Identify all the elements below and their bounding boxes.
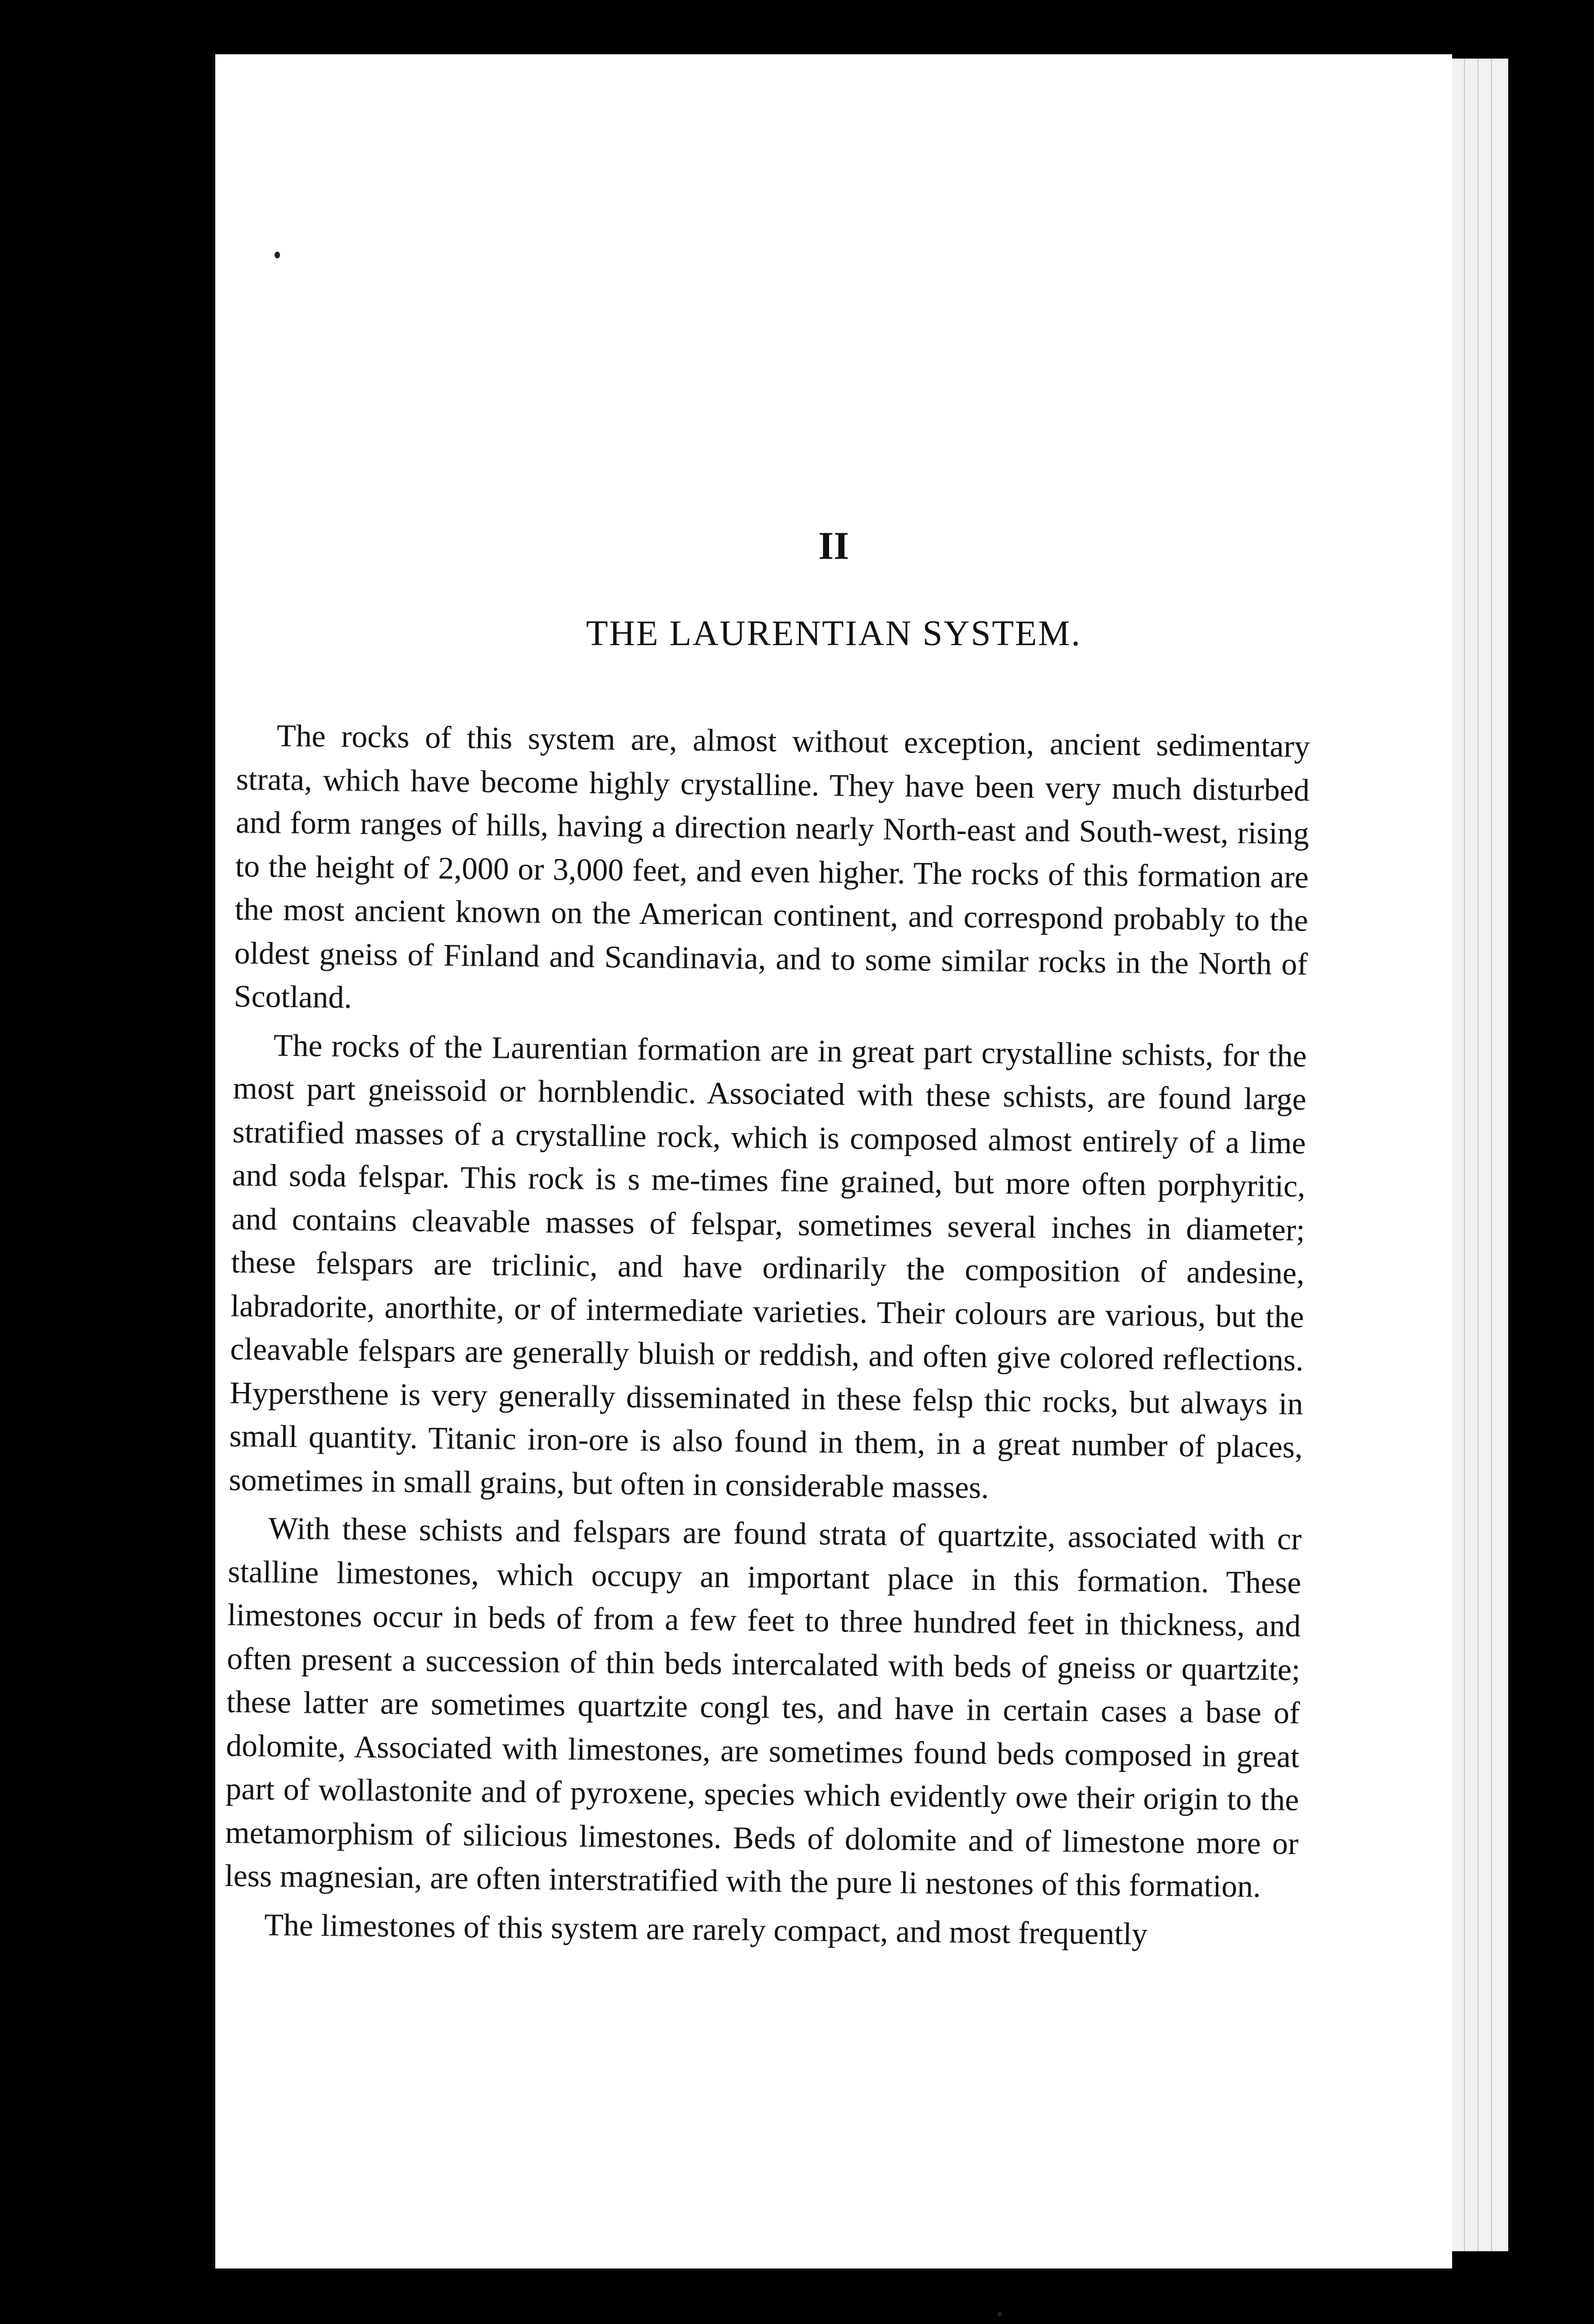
paragraph: The limestones of this system are rarely compact, and most frequently [264,1908,1148,1952]
page-edge-line [1477,59,1479,2251]
ink-speck [997,2312,1002,2317]
scanned-page [213,54,1452,2268]
paragraph: The rocks of the Laurentian formation are in great part crystalline schists, for the most part gneissoid or hornblendic. Associated with these schists, are found large stratified masses of a crystalline rock, which is composed almost entirely of a lime and soda felspar. This rock is s me-times fine grained, but more often porphyritic, and contains cleavable masses of felspar, sometimes several inches in diameter; these felspars are triclinic, and have ordinarily the composition of andesine, labradorite, anorthite, or of intermediate varieties. Their colours are various, but the cleavable felspars are generally bluish or reddish, and often give colored reflections. Hypersthene is very generally disseminated in these felsp thic rocks, but always in small quantity. Titanic iron-ore is also found in them, in a great number of places, sometimes in small grains, but often in considerable masses. [228,1028,1307,1506]
page-edge-line [1464,59,1465,2251]
paragraph: The rocks of this system are, almost without exception, ancient sedimentary strata, which have become highly crystalline. They have been very much disturbed and form ranges of hills, having a direction nearly North-east and South-west, rising to the height of 2,000 or 3,000 feet, and even higher. The rocks of this formation are the most ancient known on the American continent, and correspond probably to the oldest gneiss of Finland and Scandinavia, and to some similar rocks in the North of Scotland. [233,719,1310,1015]
page-edge-line [1491,59,1492,2251]
body-text [224,714,1310,1963]
ink-speck [275,252,280,258]
chapter-number: II [818,524,849,567]
chapter-title: THE LAURENTIAN SYSTEM. [586,613,1081,653]
paragraph: With these schists and felspars are found strata of quartzite, associated with cr stalline limestones, which occupy an important place in this formation. These limestones occur in beds of from a few feet to three hundred feet in thickness, and often present a succession of thin beds intercalated with beds of gneiss or quartzite; these latter are sometimes quartzite congl tes, and have in certain cases a base of dolomite, Associated with limestones, are sometimes found beds composed in great part of wollastonite and of pyroxene, species which evidently owe their origin to the metamorphism of silicious limestones. Beds of dolomite and of limestone more or less magnesian, are often interstratified with the pure li nestones of this formation. [224,1511,1302,1905]
